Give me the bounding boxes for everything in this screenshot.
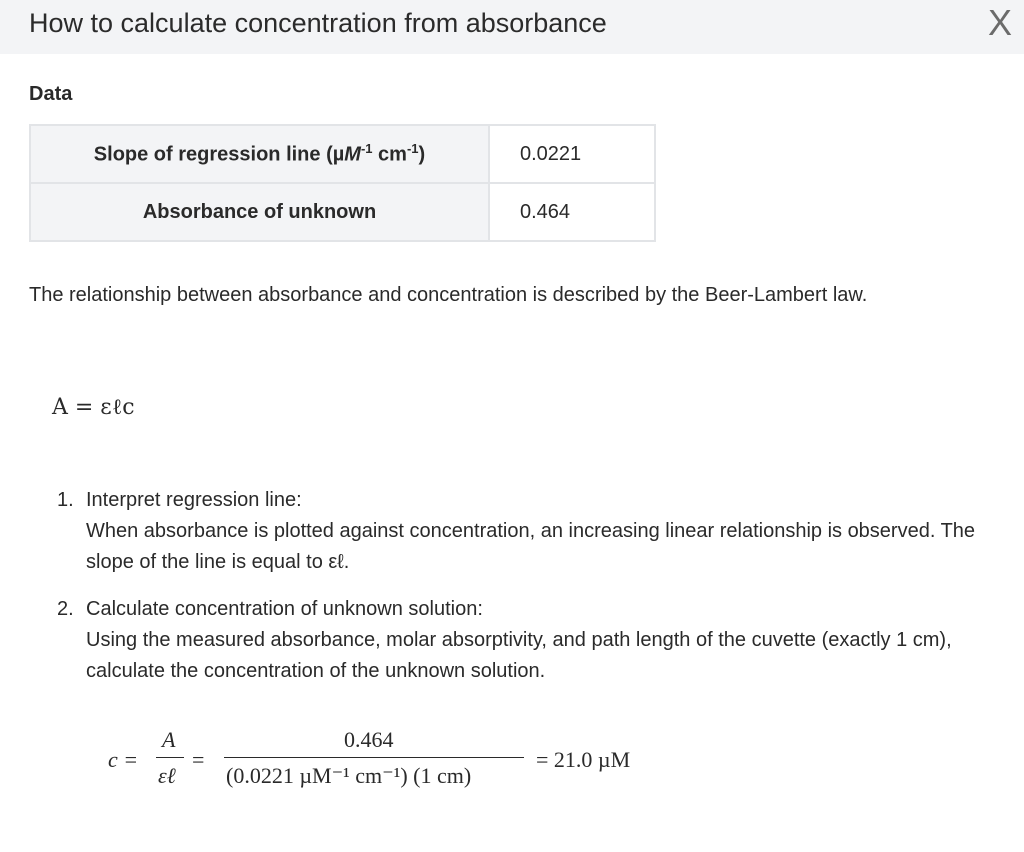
step-title: Calculate concentration of unknown solution: xyxy=(86,598,483,620)
beer-lambert-equation: A = εℓc xyxy=(52,395,135,420)
absorbance-label-cell: Absorbance of unknown xyxy=(30,183,489,241)
table-row xyxy=(30,183,655,241)
slope-unit-exp2: -1 xyxy=(406,141,419,157)
close-icon[interactable] xyxy=(980,2,1020,46)
formula-lhs: c = xyxy=(108,747,139,772)
list-item xyxy=(57,594,1007,687)
formula-equals: = xyxy=(192,747,205,772)
data-section-label: Data xyxy=(29,83,73,105)
slope-unit-m: M xyxy=(344,143,361,166)
step-number: 1. xyxy=(57,489,74,511)
step-body: When absorbance is plotted against concentration, an increasing linear relationship is observed. The slope of the line is equal to εℓ. xyxy=(86,520,976,573)
dialog-header xyxy=(0,0,1024,54)
formula-frac2-bar xyxy=(224,757,524,758)
step-number: 2. xyxy=(57,598,74,620)
data-table xyxy=(29,124,656,242)
formula-frac1-denominator: εℓ xyxy=(158,763,176,788)
formula-frac2-numerator: 0.464 xyxy=(344,727,394,752)
slope-label-cell xyxy=(30,125,489,183)
formula-frac2-denominator: (0.0221 µM⁻¹ cm⁻¹) (1 cm) xyxy=(226,763,472,788)
slope-unit-close: ) xyxy=(418,143,426,166)
svg-text:X: X xyxy=(987,2,1013,43)
step-body: Using the measured absorbance, molar absorptivity, and path length of the cuvette (exactly 1 cm), calculate the concentration of the unknown solution. xyxy=(86,629,952,682)
formula-result: = 21.0 µM xyxy=(536,747,631,772)
formula-frac1-bar xyxy=(156,757,184,758)
intro-paragraph: The relationship between absorbance and concentration is described by the Beer-Lambert law. xyxy=(29,284,868,306)
formula-frac1-numerator: A xyxy=(162,727,176,752)
concentration-formula xyxy=(108,725,708,805)
steps-list xyxy=(57,485,1007,687)
slope-unit-cm: cm xyxy=(372,143,407,166)
list-item xyxy=(57,485,1007,578)
step-title: Interpret regression line: xyxy=(86,489,302,511)
absorbance-value-cell: 0.464 xyxy=(489,183,655,241)
dialog-title: How to calculate concentration from absorbance xyxy=(29,8,607,38)
slope-label-text: Slope of regression line (µ xyxy=(93,143,345,166)
slope-unit-exp1: -1 xyxy=(360,141,373,157)
table-row xyxy=(30,125,655,183)
slope-value-cell: 0.0221 xyxy=(489,125,655,183)
